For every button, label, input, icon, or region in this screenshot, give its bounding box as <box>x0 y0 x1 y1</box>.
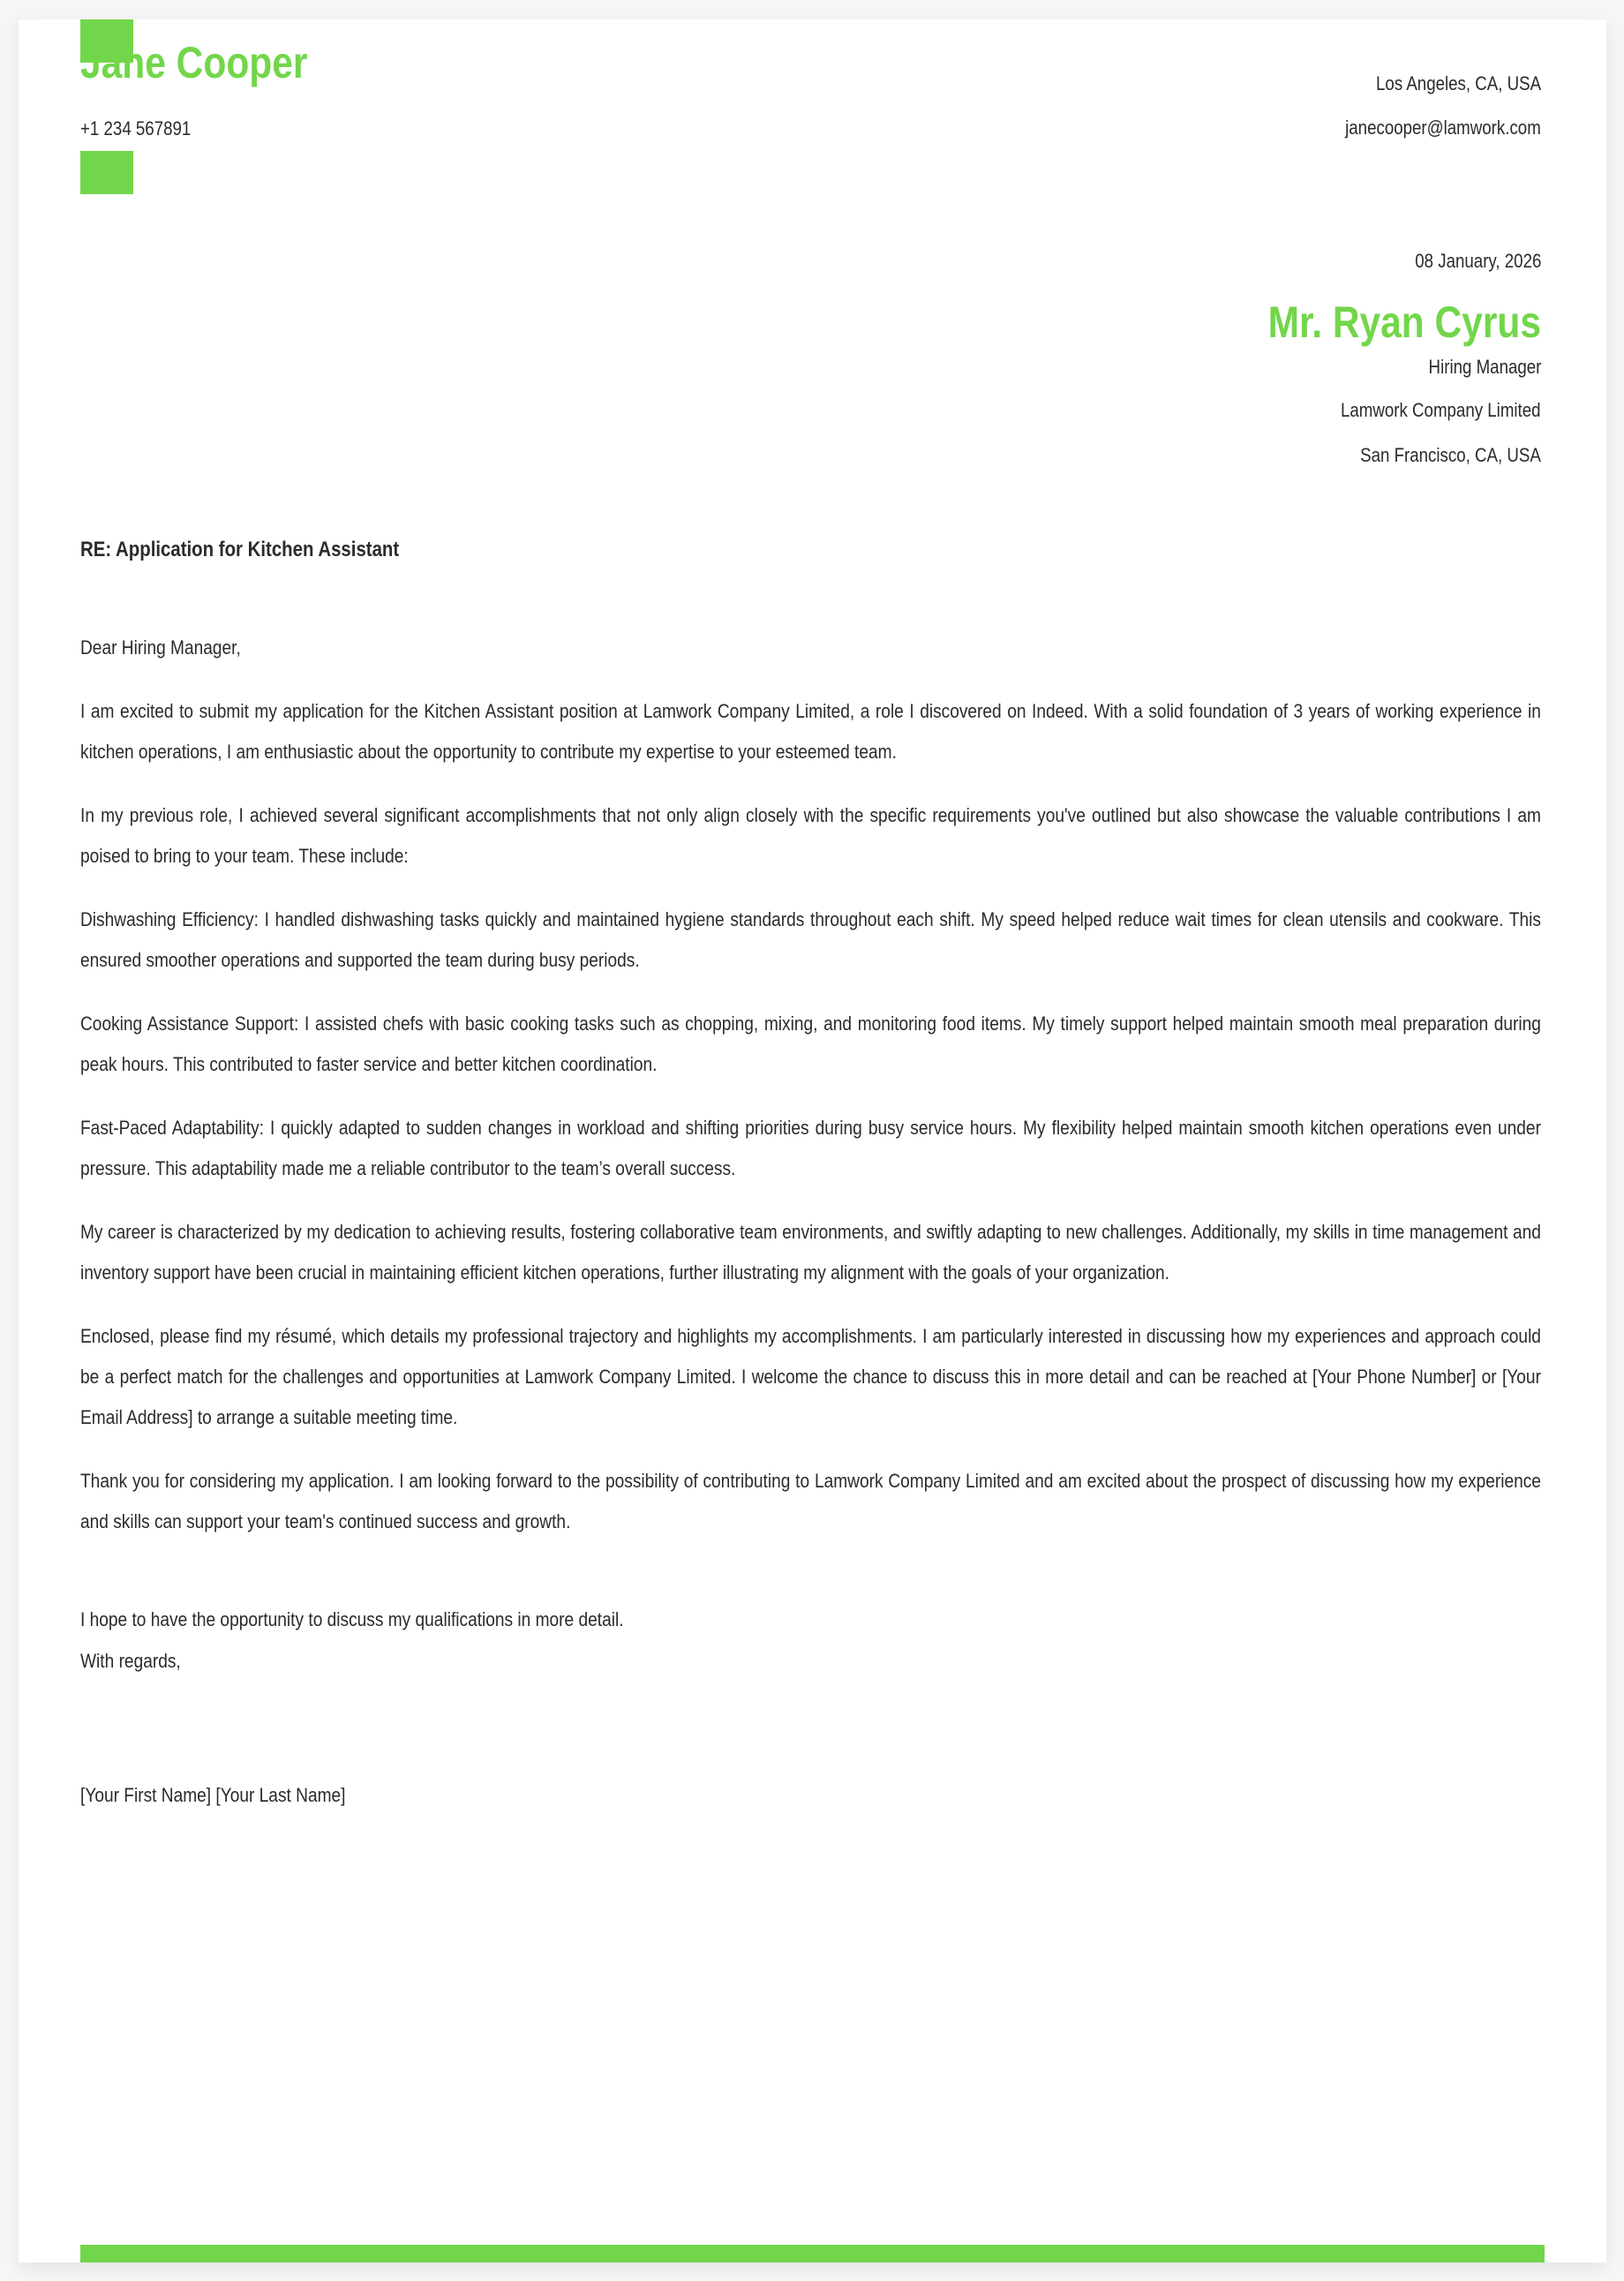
sender-location: Los Angeles, CA, USA <box>1375 72 1541 94</box>
letter-date: 08 January, 2026 <box>1414 250 1541 272</box>
recipient-company: Lamwork Company Limited <box>1341 399 1541 421</box>
sender-name: Jane Cooper <box>80 38 308 87</box>
paragraph: Fast-Paced Adaptability: I quickly adapted to sudden changes in workload and shifting priorities during busy service hours. My flexibility helped maintain smooth kitchen operations even under pressure. This adaptability made me a reliable contributor to the team’s overall success. <box>80 1117 1541 1179</box>
paragraph: My career is characterized by my dedication to achieving results, fostering collaborative team environments, and swiftly adapting to new challenges. Additionally, my skills in time management and inventory support have been crucial in maintaining efficient kitchen operations, further illustrating my alignment with the goals of your organization. <box>80 1221 1541 1284</box>
signature: [Your First Name] [Your Last Name] <box>80 1784 346 1806</box>
sender-phone: +1 234 567891 <box>80 117 192 139</box>
cover-letter-page <box>19 19 1606 2262</box>
accent-square-bottom <box>80 151 133 194</box>
closing-regards: With regards, <box>80 1650 181 1672</box>
paragraph: In my previous role, I achieved several significant accomplishments that not only align closely with the specific requirements you've outlined but also showcase the valuable contributions I am poised to bring to your team. These include: <box>80 804 1541 867</box>
paragraph: Dishwashing Efficiency: I handled dishwashing tasks quickly and maintained hygiene standards throughout each shift. My speed helped reduce wait times for clean utensils and cookware. This ensured smoother operations and supported the team during busy periods. <box>80 908 1541 971</box>
subject-line: RE: Application for Kitchen Assistant <box>80 538 400 561</box>
paragraph: I am excited to submit my application for the Kitchen Assistant position at Lamwork Company Limited, a role I discovered on Indeed. With a solid foundation of 3 years of working experience in kitchen operations, I am enthusiastic about the opportunity to contribute my expertise to your esteemed team. <box>80 700 1541 763</box>
closing-line: I hope to have the opportunity to discuss my qualifications in more detail. <box>80 1608 624 1630</box>
paragraph: Thank you for considering my application. I am looking forward to the possibility of contributing to Lamwork Company Limited and am excited about the prospect of discussing how my experience and skills can support your team's continued success and growth. <box>80 1470 1541 1532</box>
recipient-name: Mr. Ryan Cyrus <box>1267 297 1541 347</box>
paragraph: Enclosed, please find my résumé, which details my professional trajectory and highlights my accomplishments. I am particularly interested in discussing how my experiences and approach could be a perfect match for the challenges and opportunities at Lamwork Company Limited. I welcome the chance to discuss this in more detail and can be reached at [Your Phone Number] or [Your Email Address] to arrange a suitable meeting time. <box>80 1325 1541 1428</box>
footer-accent-bar <box>80 2245 1545 2262</box>
paragraph: Cooking Assistance Support: I assisted chefs with basic cooking tasks such as chopping, mixing, and monitoring food items. My timely support helped maintain smooth meal preparation during peak hours. This contributed to faster service and better kitchen coordination. <box>80 1013 1541 1075</box>
salutation: Dear Hiring Manager, <box>80 636 241 659</box>
letter-body <box>80 628 1541 1816</box>
sender-email: janecooper@lamwork.com <box>1345 117 1541 139</box>
recipient-location: San Francisco, CA, USA <box>1360 444 1541 466</box>
closing <box>80 1599 1541 1682</box>
recipient-title: Hiring Manager <box>1428 356 1541 378</box>
